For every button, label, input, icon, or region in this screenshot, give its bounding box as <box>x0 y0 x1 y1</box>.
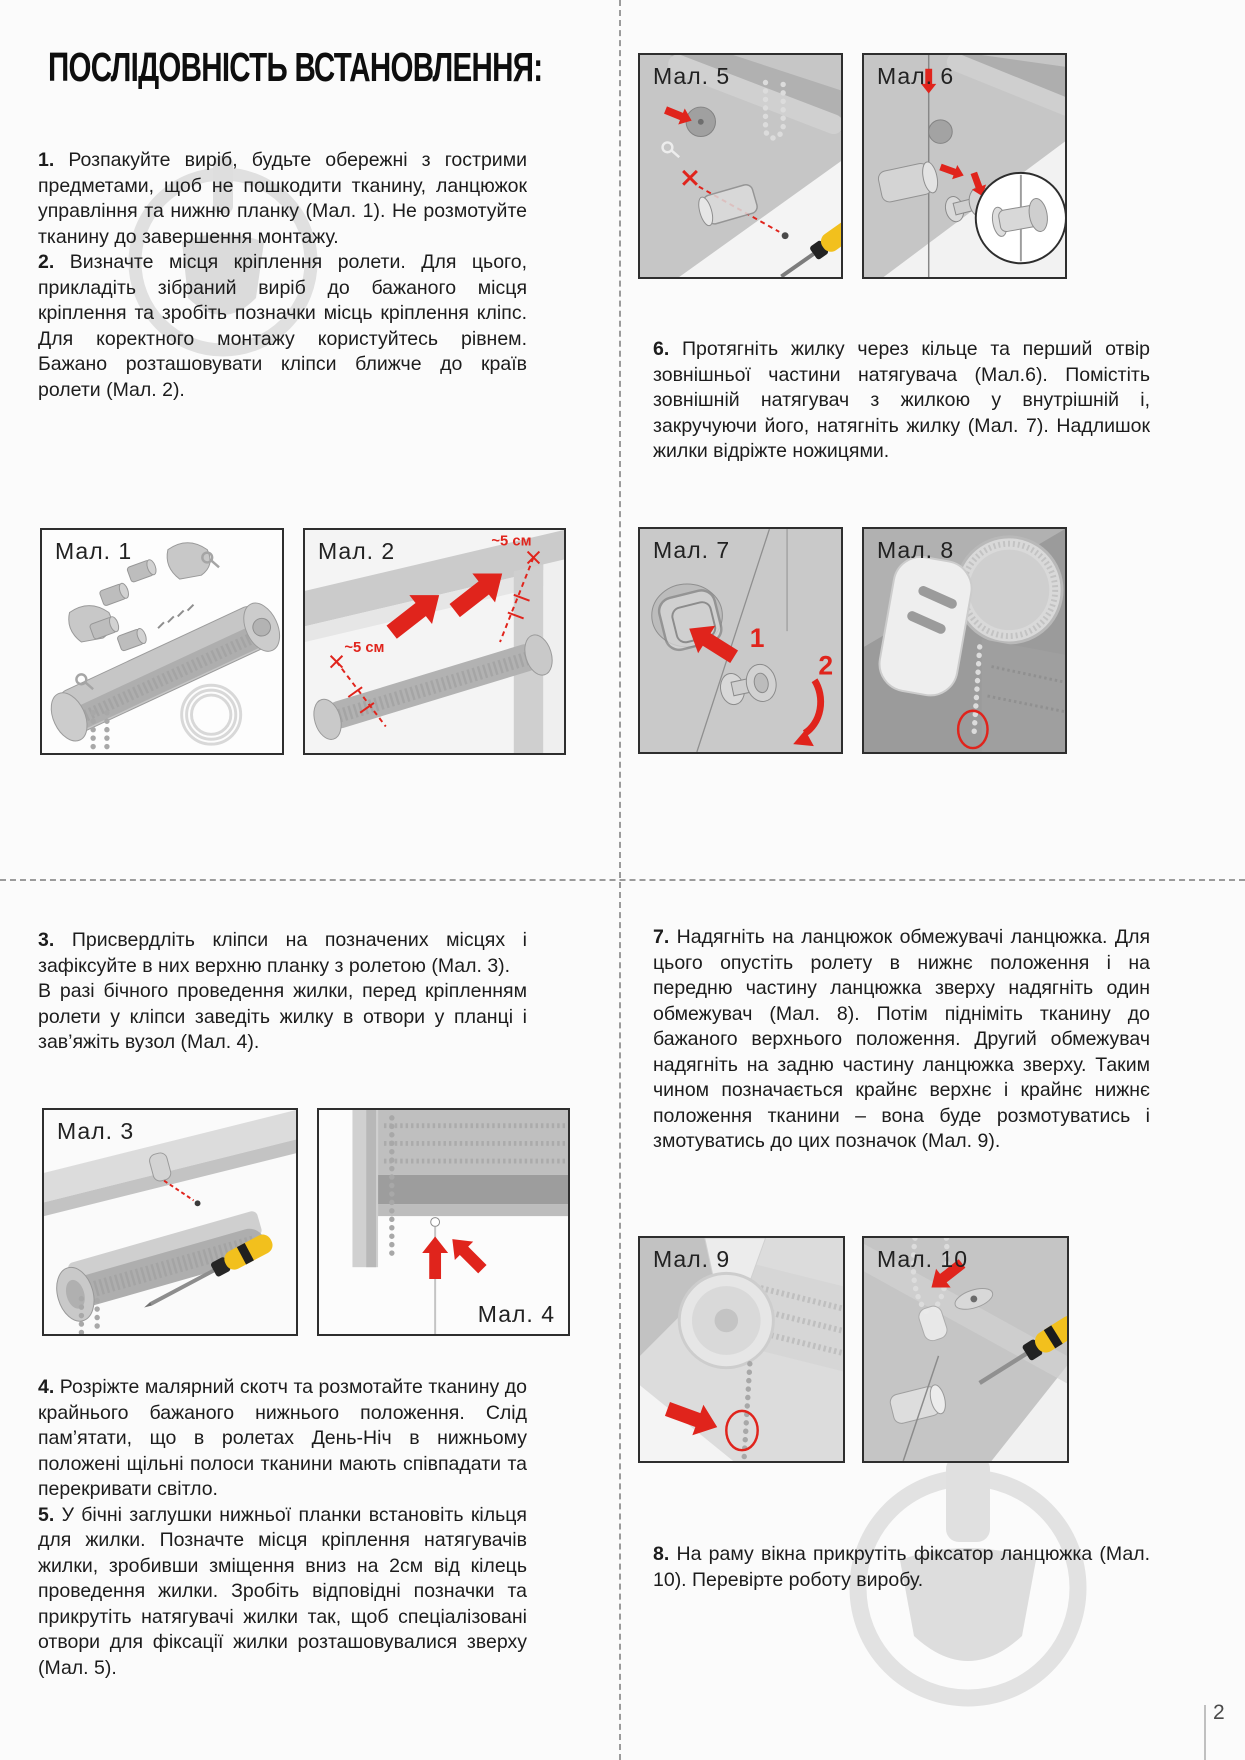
hanging-fabric <box>982 639 1065 752</box>
step-3b <box>38 979 527 1056</box>
figure-10-label: Мал. 10 <box>877 1246 968 1272</box>
step-marker-2: 2 <box>818 650 834 681</box>
bead-chain <box>767 1362 769 1461</box>
figure-9 <box>638 1236 845 1463</box>
figure-6-label: Мал. 6 <box>877 63 955 89</box>
figure-3-label: Мал. 3 <box>57 1118 135 1144</box>
step-7-text <box>653 925 1150 1155</box>
step-4-text-body: Розріжте малярний скотч та розмотайте тканину до крайнього бажаного нижнього положення. Слід пам’ятати, що в ролетах День-Ніч в нижньому положені щільні полоси тканини мають співпадати та перекривати світло. <box>38 1376 527 1500</box>
step-2 <box>38 250 527 403</box>
figure-2 <box>303 528 566 755</box>
step-6 <box>653 337 1150 465</box>
steps-4-5-text <box>38 1375 527 1681</box>
figure-5 <box>638 53 843 279</box>
figure-8 <box>862 527 1067 754</box>
figure-7 <box>638 527 843 754</box>
step-2-number: 2. <box>38 251 55 273</box>
figure-1-label: Мал. 1 <box>55 538 133 564</box>
step-6-number: 6. <box>653 338 670 360</box>
horizontal-cut-line <box>0 879 1245 881</box>
figure-5-label: Мал. 5 <box>653 63 731 89</box>
step-3-text-body: Присвердліть кліпси на позначених місцях і зафіксуйте в них верхню планку з ролетою (Мал. 3). <box>38 929 527 977</box>
page-number: 2 <box>1213 1701 1225 1724</box>
step-4-number: 4. <box>38 1376 55 1398</box>
page-number-divider <box>1204 1705 1206 1760</box>
figure-1 <box>40 528 284 755</box>
step-7-number: 7. <box>653 926 670 948</box>
bottom-bar <box>378 1175 568 1204</box>
screw <box>195 1200 201 1206</box>
screw <box>970 1295 977 1302</box>
figure-9-label: Мал. 9 <box>653 1246 731 1272</box>
step-2-text: Визначте місця кріплення ролети. Для цього, прикладіть зібраний виріб до бажаного місця кріплення та зробіть позначки місць кріплення кліпс. Для коректного монтажу користуйтесь рівнем. Бажано розташовувати кліпси ближче до країв ролети (Мал. 2). <box>38 251 528 401</box>
step-5 <box>38 1503 527 1682</box>
figure-4 <box>317 1108 570 1336</box>
figure-2-label: Мал. 2 <box>318 538 396 564</box>
wire-hole <box>431 1218 440 1227</box>
step-6-text <box>653 337 1150 465</box>
figure-7-label: Мал. 7 <box>653 537 731 563</box>
step-1-number: 1. <box>38 149 55 171</box>
step-1 <box>38 148 527 250</box>
step-8-number: 8. <box>653 1543 670 1565</box>
roller-end-disc <box>929 120 953 144</box>
detail-inset-circle <box>976 173 1065 263</box>
step-3-text <box>38 928 527 1056</box>
screw <box>782 232 789 239</box>
step-8 <box>653 1542 1150 1593</box>
step-7-text-body: Надягніть на ланцюжок обмежувачі ланцюжка. Для цього опустіть ролету в нижнє положення і на передню частину ланцюжка зверху надягніть один обмежувач (Мал. 8). Потім підніміть тканину до бажаного верхнього положення. Другий обмежувач надягніть на задню частину ланцюжка зверху. Таким чином позначається крайнє верхнє і крайнє нижнє положення тканини – вона буде розмотуватись і змотуватись до цих позначок (Мал. 9). <box>653 926 1151 1152</box>
step-7 <box>653 925 1150 1155</box>
figure-10 <box>862 1236 1069 1463</box>
step-6-text-body: Протягніть жилку через кільце та перший отвір зовнішньої частини натягувача (Мал.6). Помістіть зовнішній натягувач з жилкою у внутрішній і, закручуючи його, натягніть жилку (Мал. 7). Надлишок жилки відріжте ножицями. <box>653 338 1150 462</box>
step-marker-1: 1 <box>749 622 765 653</box>
figure-3 <box>42 1108 298 1336</box>
steps-1-2-text <box>38 148 527 403</box>
step-3b-text-body: В разі бічного проведення жилки, перед кріпленням ролети у кліпси заведіть жилку в отвори у планці і зав’яжіть вузол (Мал. 4). <box>38 980 527 1053</box>
offset-label-left: ~5 см <box>344 639 385 656</box>
step-8-text <box>653 1542 1150 1593</box>
figure-6 <box>862 53 1067 279</box>
step-3-number: 3. <box>38 929 55 951</box>
step-4 <box>38 1375 527 1503</box>
step-5-number: 5. <box>38 1503 55 1526</box>
step-8-text-body: На раму вікна прикрутіть фіксатор ланцюжка (Мал. 10). Перевірте роботу виробу. <box>653 1543 1150 1591</box>
step-5-text-body: У бічні заглушки нижньої планки встановіть кільця для жилки. Позначте місця кріплення натягувачів жилки, зробивши зміщення вниз на 2см від кілець проведення жилки. Зробіть відповідні позначки та прикрутіть натягувачі жилки так, щоб спеціалізовані отвори для фіксації жилки розташовувалися зверху (Мал. 5). <box>38 1503 527 1679</box>
step-1-text: Розпакуйте виріб, будьте обережні з гострими предметами, щоб не пошкодити тканину, ланцюжок управління та нижню планку (Мал. 1). Не розмотуйте тканину до завершення монтажу. <box>38 149 527 248</box>
offset-label-top: ~5 см <box>491 533 532 550</box>
figure-4-label: Мал. 4 <box>477 1301 555 1327</box>
step-3 <box>38 928 527 979</box>
figure-8-label: Мал. 8 <box>877 537 955 563</box>
page-title: ПОСЛІДОВНІСТЬ ВСТАНОВЛЕННЯ: <box>48 44 543 90</box>
